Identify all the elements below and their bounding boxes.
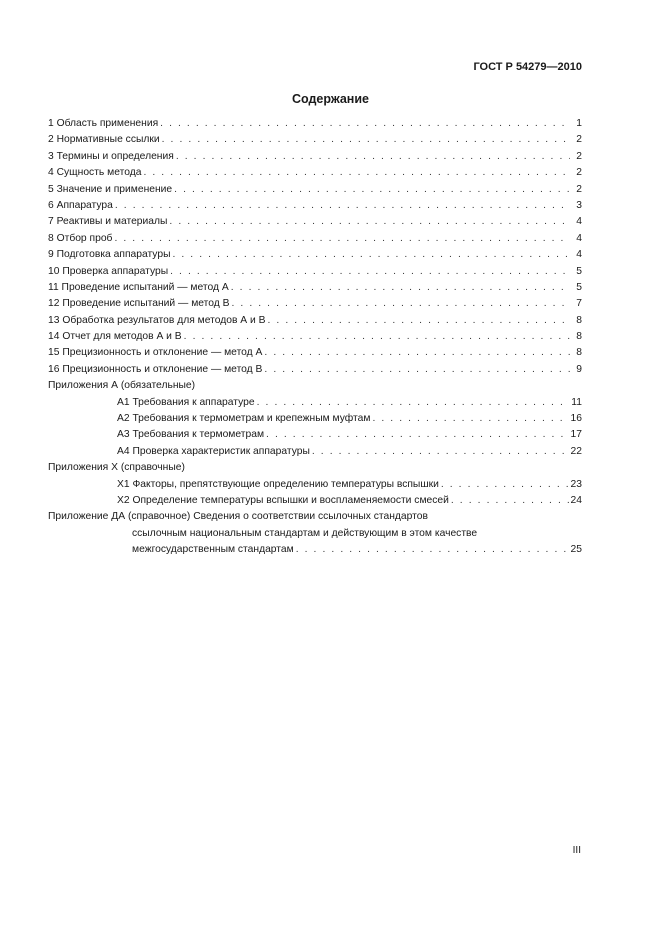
appendix-x-items — [48, 479, 582, 512]
toc-entry-text: 2 Нормативные ссылки — [48, 134, 160, 146]
toc-leader-dots — [172, 249, 570, 260]
toc-leader-dots — [174, 184, 570, 195]
toc-entry[interactable] — [48, 479, 582, 495]
toc-entry[interactable] — [48, 151, 582, 167]
toc-entry-text: 1 Область применения — [48, 118, 159, 129]
toc-entry-text: А3 Требования к термометрам — [117, 429, 265, 441]
toc-entry-page: 24 — [570, 494, 582, 506]
toc-entry-text: межгосударственным стандартам — [132, 544, 294, 556]
toc-entry-page: 11 — [571, 396, 582, 408]
toc-leader-dots — [266, 429, 569, 440]
toc-entry-page: 7 — [576, 298, 582, 310]
toc-entry-page: 4 — [576, 216, 582, 228]
toc-entry-text: 3 Термины и определения — [48, 150, 174, 162]
toc-entry-text: 5 Значение и применение — [48, 183, 173, 195]
toc-entry-page: 2 — [576, 167, 582, 179]
toc-entry-text: 4 Сущность метода — [48, 167, 142, 179]
toc-entry[interactable] — [48, 364, 582, 380]
toc-entry-page: 17 — [570, 429, 582, 441]
toc-entry-text: 12 Проведение испытаний — метод В — [48, 298, 230, 310]
toc-entry-page: 8 — [576, 347, 582, 359]
toc-entry-page: 9 — [576, 363, 582, 375]
toc-leader-dots — [162, 134, 570, 145]
toc-entry-text: Х2 Определение температуры вспышки и воспламеняемости смесей — [117, 494, 449, 506]
toc-entry-page: 22 — [570, 445, 582, 457]
toc-leader-dots — [296, 544, 569, 555]
toc-entry[interactable] — [48, 134, 582, 150]
toc-entry[interactable] — [48, 282, 582, 298]
page-number: III — [572, 845, 581, 856]
toc-leader-dots — [115, 200, 570, 211]
toc-entry-page: 8 — [576, 331, 582, 343]
toc-entry-text: А4 Проверка характеристик аппаратуры — [117, 445, 310, 457]
toc-entry-page: 2 — [576, 150, 582, 162]
toc-entry[interactable] — [48, 167, 582, 183]
toc-leader-dots — [143, 167, 570, 178]
toc-entry-page: 8 — [576, 314, 582, 326]
toc-entry-page: 2 — [576, 183, 582, 195]
toc-entry[interactable] — [48, 397, 582, 413]
toc-entry-text: 10 Проверка аппаратуры — [48, 265, 169, 277]
toc-leader-dots — [160, 118, 570, 129]
toc-leader-dots — [170, 266, 570, 277]
toc-entry-page: 5 — [576, 265, 582, 277]
appendix-a-heading: Приложения А (обязательные) — [48, 380, 196, 392]
toc-entry[interactable] — [48, 233, 582, 249]
toc-entry-text: 8 Отбор проб — [48, 232, 113, 244]
toc-entry[interactable] — [48, 429, 582, 445]
toc-leader-dots — [114, 233, 570, 244]
toc-entry[interactable] — [48, 249, 582, 265]
toc-leader-dots — [372, 413, 568, 424]
toc-entry[interactable] — [48, 216, 582, 232]
toc-leader-dots — [312, 446, 569, 457]
toc-entry-page: 16 — [570, 413, 582, 425]
toc-entry-text: 16 Прецизионность и отклонение — метод В — [48, 363, 263, 375]
toc-entry-page: 4 — [576, 232, 582, 244]
toc-entry-page: 2 — [576, 134, 582, 146]
toc-entry-text: Х1 Факторы, препятствующие определению температуры вспышки — [117, 478, 439, 490]
table-of-contents — [48, 118, 582, 561]
toc-leader-dots — [264, 347, 570, 358]
toc-entry[interactable] — [48, 298, 582, 314]
toc-entry[interactable] — [48, 331, 582, 347]
toc-leader-dots — [264, 364, 570, 375]
toc-entry[interactable] — [48, 184, 582, 200]
toc-entry-page: 23 — [570, 478, 582, 490]
appendix-da-line1: Приложение ДА (справочное) Сведения о соответствии ссылочных стандартов — [48, 511, 428, 523]
toc-entry-text: 13 Обработка результатов для методов А и В — [48, 314, 266, 326]
toc-entry-text: А2 Требования к термометрам и крепежным муфтам — [117, 413, 371, 425]
toc-leader-dots — [441, 479, 569, 490]
document-header: ГОСТ Р 54279—2010 — [473, 61, 582, 73]
toc-leader-dots — [232, 298, 571, 309]
toc-entry-text: 14 Отчет для методов А и В — [48, 331, 182, 343]
appendix-a-items — [48, 397, 582, 463]
toc-entry-page: 5 — [576, 281, 582, 293]
toc-entry-page: 1 — [576, 118, 582, 129]
toc-leader-dots — [231, 282, 570, 293]
toc-entry-text: 9 Подготовка аппаратуры — [48, 249, 171, 261]
toc-entry[interactable] — [48, 200, 582, 216]
toc-entry-text: 15 Прецизионность и отклонение — метод А — [48, 347, 263, 359]
toc-leader-dots — [176, 151, 570, 162]
appendix-da-line2: ссылочным национальным стандартам и действующим в этом качестве — [132, 527, 478, 539]
toc-entry-text: 6 Аппаратура — [48, 199, 113, 211]
toc-entry-page: 25 — [570, 544, 582, 556]
toc-leader-dots — [184, 331, 570, 342]
toc-entry[interactable] — [48, 118, 582, 134]
toc-entry-page: 3 — [576, 199, 582, 211]
toc-entry[interactable] — [48, 413, 582, 429]
toc-entry-page: 4 — [576, 249, 582, 261]
appendix-x-heading: Приложения Х (справочные) — [48, 462, 185, 474]
toc-sections — [48, 118, 582, 380]
toc-leader-dots — [267, 315, 570, 326]
toc-entry-text: 11 Проведение испытаний — метод А — [48, 281, 229, 293]
toc-entry[interactable] — [48, 347, 582, 363]
toc-entry-appendix-da[interactable] — [48, 544, 582, 560]
toc-entry[interactable] — [48, 315, 582, 331]
toc-entry[interactable] — [48, 266, 582, 282]
toc-entry-text: А1 Требования к аппаратуре — [117, 396, 255, 408]
toc-leader-dots — [169, 216, 570, 227]
toc-entry[interactable] — [48, 495, 582, 511]
toc-entry[interactable] — [48, 446, 582, 462]
toc-entry-text: 7 Реактивы и материалы — [48, 216, 168, 228]
toc-leader-dots — [257, 397, 570, 408]
toc-leader-dots — [451, 495, 569, 506]
page-title: Содержание — [291, 92, 369, 106]
